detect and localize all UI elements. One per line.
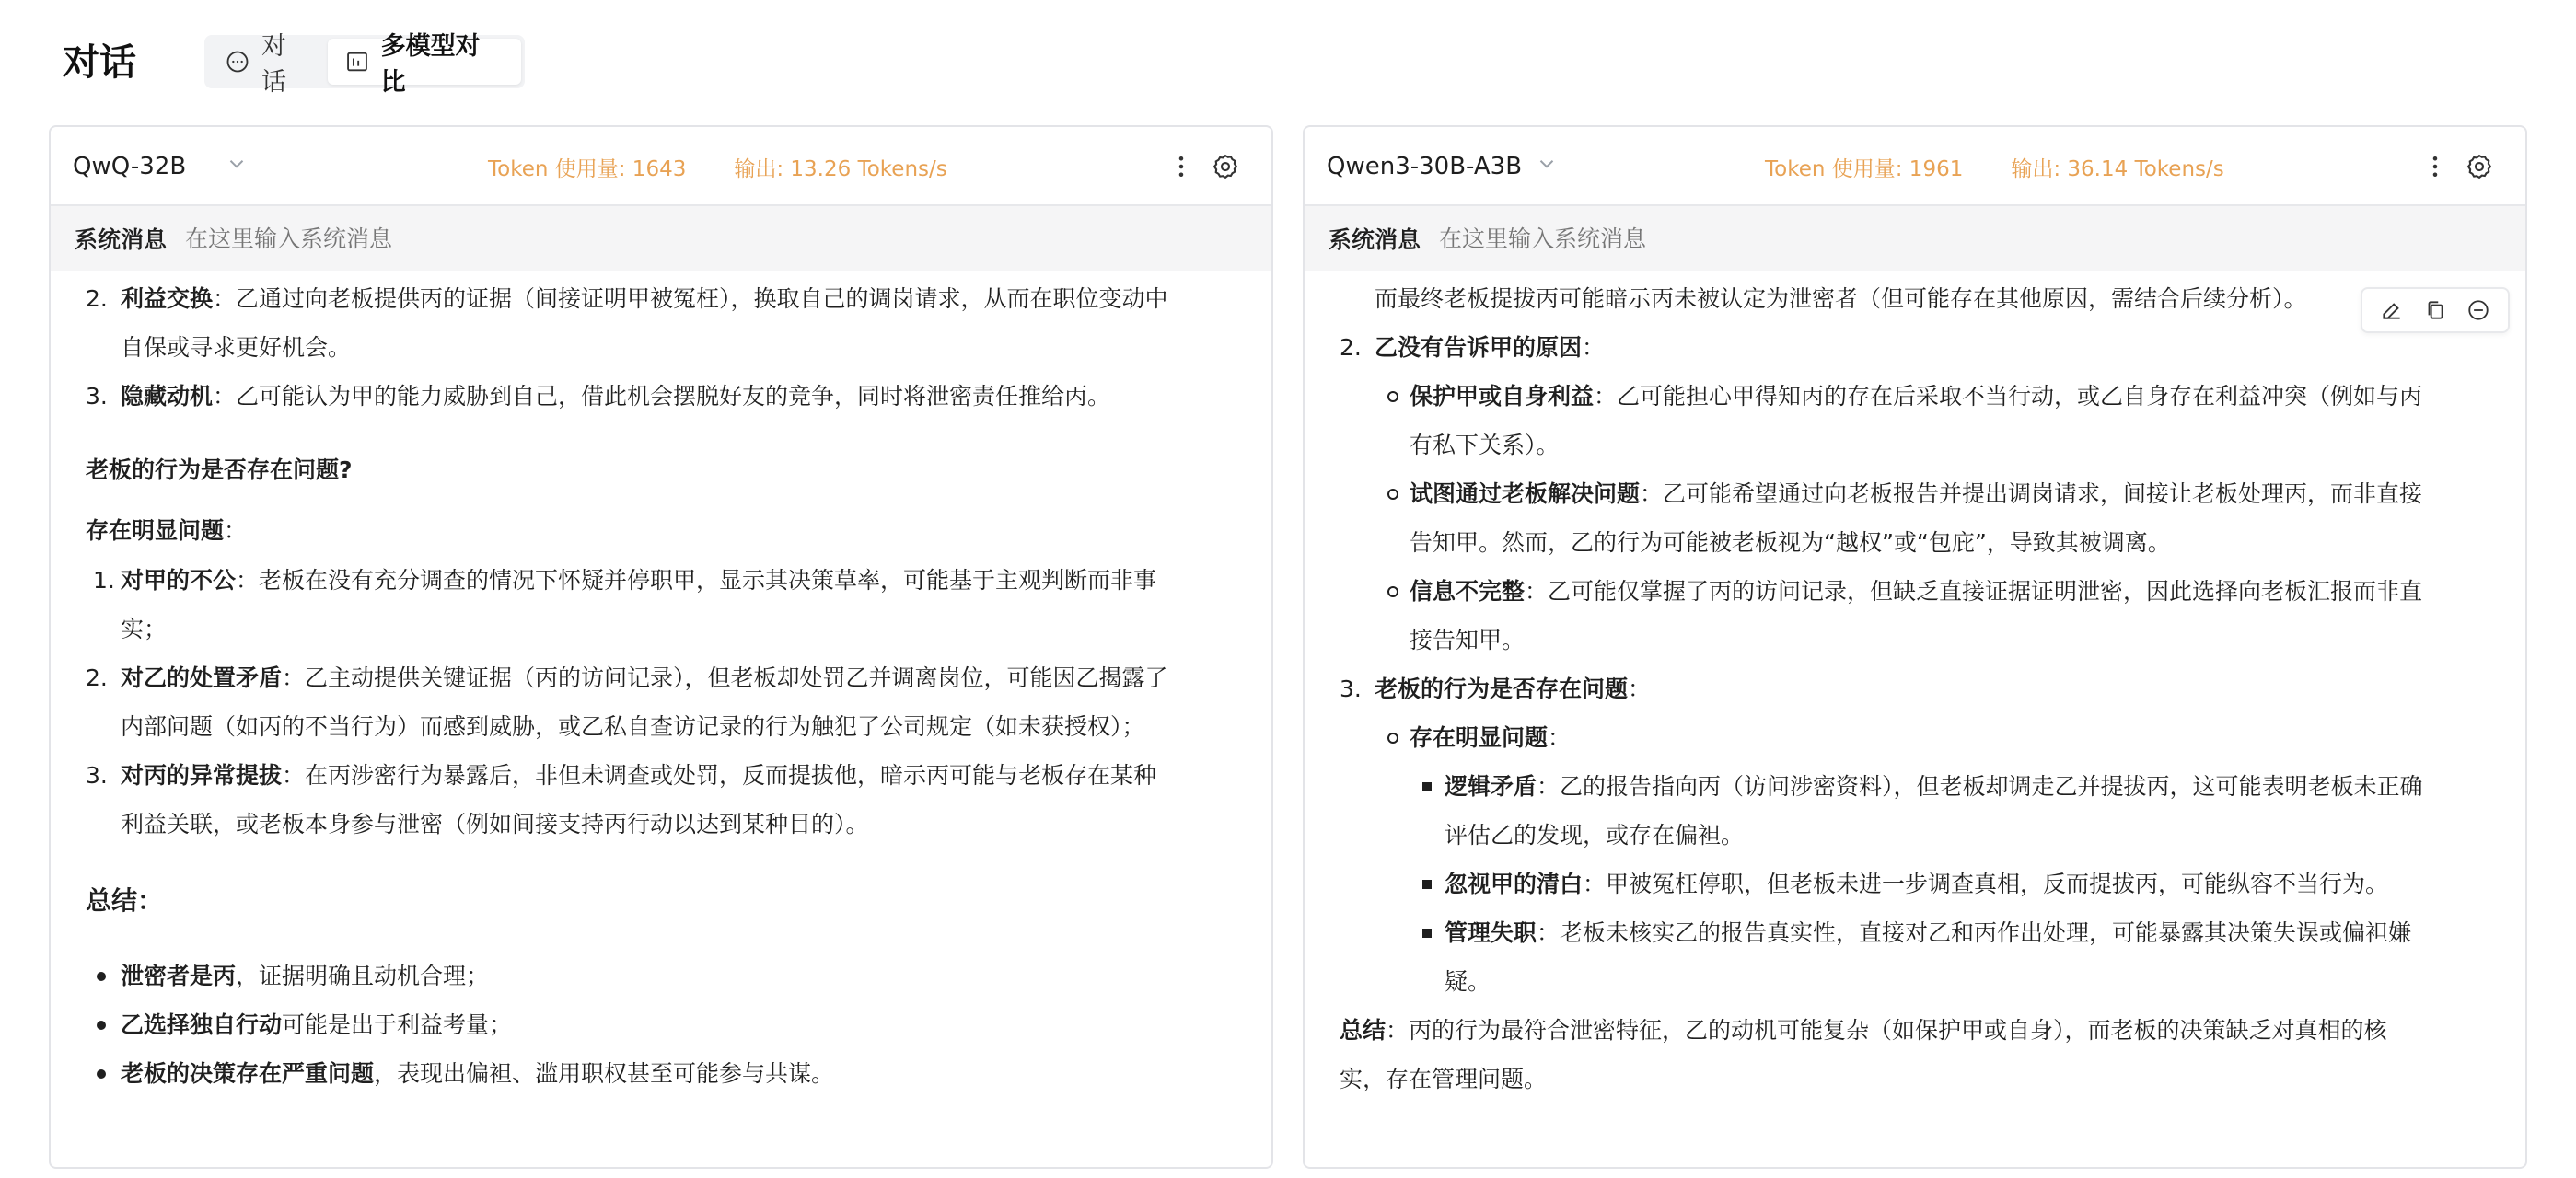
token-usage: Token 使用量: 1643 bbox=[488, 156, 687, 181]
usage-stats bbox=[1765, 127, 2224, 206]
edit-icon[interactable] bbox=[2378, 296, 2406, 324]
lead-text: 而最终老板提拔丙可能暗示丙未被认定为泄密者（但可能存在其他原因，需结合后续分析）。 bbox=[1375, 285, 2307, 312]
model-name: Qwen3-30B-A3B bbox=[1327, 153, 1523, 180]
bullet-square bbox=[1422, 782, 1432, 791]
response-content: 而最终老板提拔丙可能暗示丙未被认定为泄密者（但可能存在其他原因，需结合后续分析）。 2. 乙没有告诉甲的原因： 保护甲或自身利益：乙可能担心甲得知丙的存在后采取不当行动，或乙自身存在利益冲突（例如与丙 有私下关系）。 试图通过老板解决问题：乙可能希望通过向老板报告并提出调岗请求，间接让老板处理丙，而非直接 告知甲。然而，乙的行为可能被老板视为“越权”或“包庇”，导致其被调离。 信息不完整：乙可能仅掌握了丙的访问记录，但缺乏直接证据证明泄密，因此选择向老板汇报而非直 接告知甲。 3. 老板的行为是否存在问题： 存在明显问题： 逻辑矛盾：乙的报告指向丙（访问涉密资料），但老板却调走乙并提拔丙，这可能表明老板未正确 评估乙的发现，或存在偏袒。 忽视甲的清白：甲被冤枉停职，但老板未进一步调查真相，反而提拔丙，可能纵容不当行为。 管理失职：老板未核实乙的报告真实性，直接对乙和丙作出处理，可能暴露其决策失误或偏袒嫌 疑。 总结：丙的行为最符合泄密特征，乙的动机可能复杂（如保护甲或自身），而老板的决策缺乏对真相的核 实，存在管理问题。 bbox=[1305, 271, 2525, 1163]
panel-header bbox=[51, 127, 1271, 206]
chat-bubble-icon bbox=[225, 49, 250, 75]
more-vertical-icon[interactable] bbox=[1166, 152, 1196, 181]
output-speed: 输出: 13.26 Tokens/s bbox=[734, 156, 947, 181]
copy-icon[interactable] bbox=[2421, 296, 2449, 324]
summary-heading: 总结： bbox=[86, 885, 164, 916]
message-toolbar bbox=[2361, 287, 2510, 333]
tab-chat-label: 对话 bbox=[261, 32, 286, 97]
mode-tabs bbox=[204, 32, 525, 97]
bullet-circle bbox=[1387, 586, 1398, 597]
gear-icon[interactable] bbox=[2465, 152, 2494, 181]
chevron-down-icon bbox=[1535, 152, 1559, 182]
system-message-input[interactable] bbox=[185, 225, 1014, 252]
bullet-square bbox=[1422, 929, 1432, 938]
tab-multi-model-compare[interactable] bbox=[328, 32, 521, 97]
bullet-circle bbox=[1387, 391, 1398, 402]
gear-icon[interactable] bbox=[1211, 152, 1240, 181]
model-name: QwQ-32B bbox=[73, 153, 187, 180]
system-message-label: 系统消息 bbox=[1329, 226, 1421, 253]
response-content: 2. 利益交换：乙通过向老板提供丙的证据（间接证明甲被冤枉），换取自己的调岗请求，从而在职位变动中 自保或寻求更好机会。 3. 隐藏动机：乙可能认为甲的能力威胁到自己，借此机会摆脱好友的竞争，同时将泄密责任推给丙。 老板的行为是否存在问题? 存在明显问题： 1. 对甲的不公：老板在没有充分调查的情况下怀疑并停职甲，显示其决策草率，可能基于主观判断而非事 实； 2. 对乙的处置矛盾：乙主动提供关键证据（丙的访问记录），但老板却处罚乙并调离岗位，可能因乙揭露了 内部问题（如丙的不当行为）而感到威胁，或乙私自查访记录的行为触犯了公司规定（如未获授权）； 3. 对丙的异常提拔：在丙涉密行为暴露后，非但未调查或处罚，反而提拔他，暗示丙可能与老板存在某种 利益关联，或老板本身参与泄密（例如间接支持丙行动以达到某种目的）。 总结： 泄密者是丙，证据明确且动机合理； 乙选择独自行动可能是出于利益考量； 老板的决策存在严重问题，表现出偏袒、滥用职权甚至可能参与共谋。 bbox=[51, 271, 1271, 1163]
bullet-dot bbox=[97, 1069, 106, 1079]
right-model-panel bbox=[1303, 125, 2527, 1169]
tab-compare-label: 多模型对比 bbox=[380, 32, 481, 97]
system-message-label: 系统消息 bbox=[75, 226, 168, 253]
bullet-square bbox=[1422, 880, 1432, 889]
system-message-row bbox=[51, 206, 1271, 271]
model-selector[interactable] bbox=[1327, 127, 1559, 206]
summary-paragraph: 总结：丙的行为最符合泄密特征，乙的动机可能复杂（如保护甲或自身），而老板的决策缺乏对真相的核 bbox=[1340, 1017, 2387, 1044]
subheading: 存在明显问题： bbox=[86, 517, 248, 544]
more-vertical-icon[interactable] bbox=[2420, 152, 2450, 181]
left-model-panel bbox=[49, 125, 1273, 1169]
summary-paragraph-cont: 实，存在管理问题。 bbox=[1340, 1066, 1548, 1092]
tab-chat[interactable] bbox=[208, 32, 328, 97]
output-speed: 输出: 36.14 Tokens/s bbox=[2011, 156, 2224, 181]
bullet-circle bbox=[1387, 489, 1398, 500]
item-text: ：乙通过向老板提供丙的证据（间接证明甲被冤枉），换取自己的调岗请求，从而在职位变动中 bbox=[213, 285, 1168, 312]
remove-icon[interactable] bbox=[2465, 296, 2492, 324]
bullet-dot bbox=[97, 1021, 106, 1030]
token-usage: Token 使用量: 1961 bbox=[1765, 156, 1964, 181]
usage-stats bbox=[488, 127, 947, 206]
section-heading: 老板的行为是否存在问题? bbox=[86, 456, 353, 483]
item-bold: 利益交换 bbox=[121, 285, 214, 312]
compare-icon bbox=[344, 49, 370, 75]
bullet-dot bbox=[97, 972, 106, 981]
page-title: 对话 bbox=[63, 41, 136, 84]
model-selector[interactable] bbox=[73, 127, 249, 206]
chevron-down-icon bbox=[225, 152, 249, 182]
panel-header bbox=[1305, 127, 2525, 206]
system-message-row bbox=[1305, 206, 2525, 271]
bullet-circle bbox=[1387, 733, 1398, 744]
system-message-input[interactable] bbox=[1439, 225, 2268, 252]
top-bar bbox=[0, 0, 2576, 125]
item-text-cont: 自保或寻求更好机会。 bbox=[121, 334, 352, 361]
